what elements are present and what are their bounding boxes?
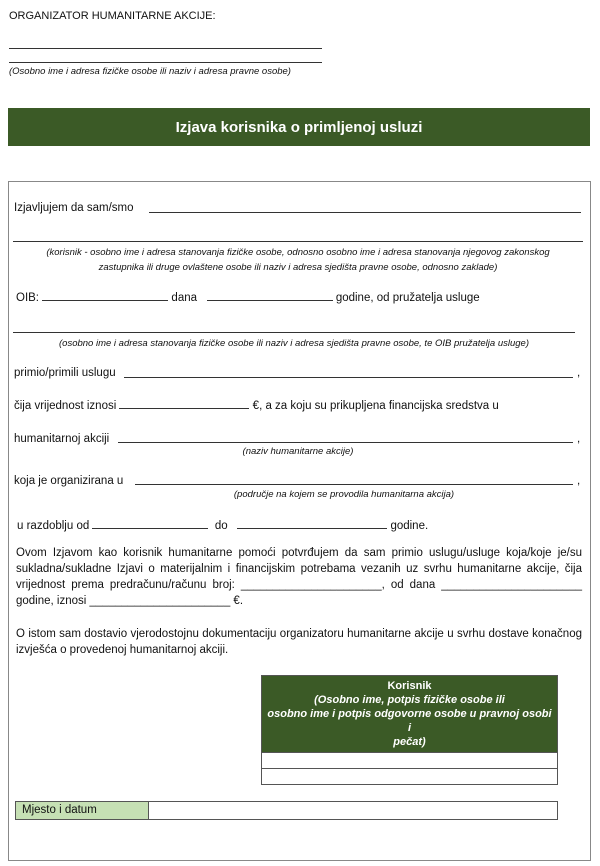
humanitarnoj-label: humanitarnoj akciji (14, 433, 110, 445)
godine-od-label: godine, od pružatelja usluge (335, 292, 480, 304)
comma: , (577, 433, 581, 445)
izjavljujem-row (14, 202, 134, 214)
koja-row (14, 475, 123, 487)
primio-label: primio/primili uslugu (14, 367, 116, 379)
cija-rest-label: €, a za koju su prikupljena financijska sredstva u (252, 400, 499, 412)
mjesto-label: Mjesto i datum (16, 802, 149, 819)
oib-label: OIB: (16, 292, 40, 304)
organizer-line-2[interactable] (9, 62, 322, 63)
vrijednost-row (14, 398, 499, 412)
oib-row (16, 290, 480, 304)
dana-field[interactable] (207, 290, 333, 301)
izjavljujem-field[interactable] (149, 212, 581, 213)
dana-label: dana (171, 292, 198, 304)
godine-label: godine. (390, 520, 429, 532)
do-label: do (214, 520, 228, 532)
korisnik-caption-1: (korisnik - osobno ime i adresa stanovanja fizičke osobe, odnosno osobno ime i adresa stanovanja njegovog zakonskog (46, 247, 550, 258)
razdoblje-row (17, 518, 428, 532)
akcija-field[interactable] (118, 442, 573, 443)
dokumentacija-paragraph: O istom sam dostavio vjerodostojnu dokumentaciju organizatoru humanitarne akcije u svrhu dostave konačnog izvješća o provedenoj humanitarnoj akciji. (16, 628, 582, 656)
form-title: Izjava korisnika o primljenoj usluzi (8, 108, 590, 146)
potvrda-paragraph: Ovom Izjavom kao korisnik humanitarne pomoći potvrđujem da sam primio uslugu/usluge koja/koje je/su sukladna/sukladne Izjavi o materijalnim i financijskim potrebama vezanih uz svrhu humanitarne akcije, čija vrijednost prema predračunu/računu broj: ______________________, od dana ______________________ godine, iznosi ______________________ €. (16, 547, 582, 607)
korisnik-sub-3: pečat) (393, 736, 426, 748)
korisnik-signature-field[interactable] (262, 768, 557, 784)
mjesto-field[interactable] (149, 802, 557, 819)
korisnik-name-field[interactable] (262, 752, 557, 768)
comma: , (577, 367, 581, 379)
podrucje-field[interactable] (135, 484, 573, 485)
korisnik-sub-1: (Osobno ime, potpis fizičke osobe ili (314, 694, 505, 706)
korisnik-header (262, 676, 557, 752)
oib-field[interactable] (42, 290, 168, 301)
organizer-line-1[interactable] (9, 48, 322, 49)
pruzatelj-field[interactable] (13, 332, 575, 333)
koja-label: koja je organizirana u (14, 475, 124, 487)
od-field[interactable] (92, 518, 208, 529)
comma: , (577, 475, 581, 487)
korisnik-sub-2: osobno ime i potpis odgovorne osobe u pravnoj osobi i (267, 708, 552, 734)
pruzatelj-caption: (osobno ime i adresa stanovanja fizičke osobe ili naziv i adresa sjedišta pravne osobe, te OIB pružatelja usluge) (59, 338, 529, 349)
akcija-row (14, 433, 109, 445)
korisnik-signature-table (261, 675, 558, 785)
podrucje-caption: (područje na kojem se provodila humanitarna akcija) (233, 489, 455, 500)
korisnik-title: Korisnik (387, 680, 432, 692)
organizer-label: ORGANIZATOR HUMANITARNE AKCIJE: (9, 10, 216, 22)
do-field[interactable] (237, 518, 387, 529)
vrijednost-field[interactable] (119, 398, 249, 409)
korisnik-caption-2: zastupnika ili druge ovlaštene osobe ili naziv i adresa sjedišta pravne osobe, odnosno zaklade) (98, 262, 498, 273)
primio-row (14, 367, 116, 379)
korisnik-field[interactable] (13, 241, 583, 242)
razdoblje-label: u razdoblju od (17, 520, 90, 532)
naziv-caption: (naziv humanitarne akcije) (242, 446, 354, 457)
usluga-field[interactable] (124, 377, 573, 378)
cija-label: čija vrijednost iznosi (14, 400, 117, 412)
korisnik-caption (13, 245, 583, 275)
izjavljujem-label: Izjavljujem da sam/smo (14, 202, 134, 214)
mjesto-datum-row (15, 801, 558, 820)
organizer-caption: (Osobno ime i adresa fizičke osobe ili naziv i adresa pravne osobe) (9, 66, 291, 77)
